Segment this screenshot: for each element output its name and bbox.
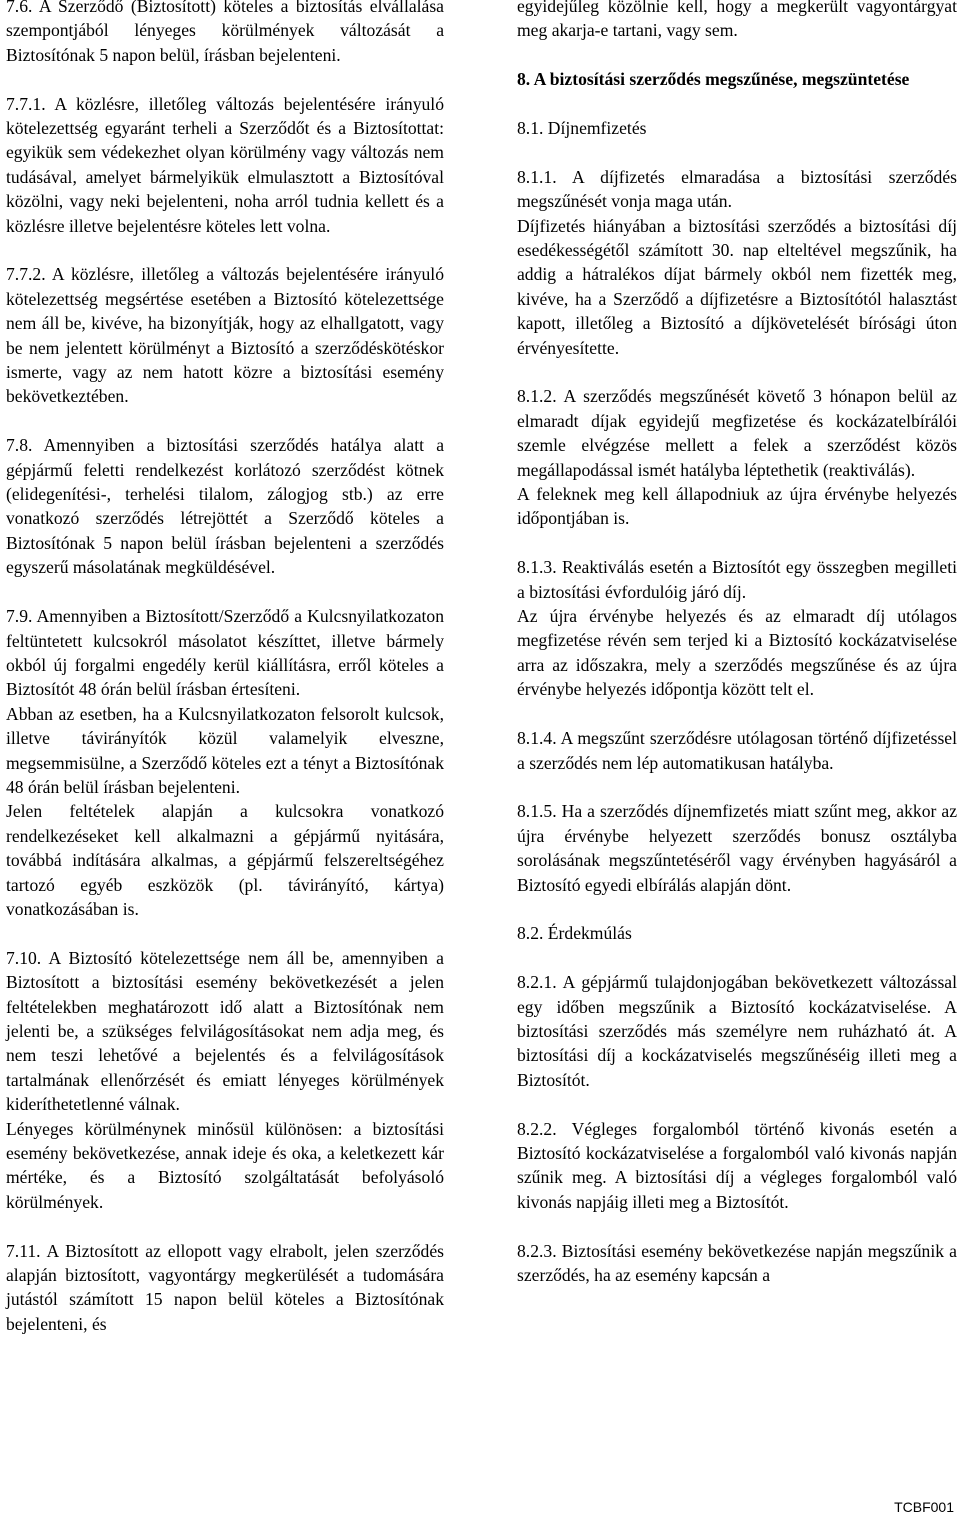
paragraph-p-8-2-1: 8.2.1. A gépjármű tulajdonjogában bekövetkezett változással egy időben megszűnik a Biztosító kockázatviselése. A biztosítási szerződés más személyre nem ruházható át. A biztosítási díj a kockázatviselés megszűnéséig illeti meg a Biztosítót. xyxy=(517,972,957,1090)
paragraph-h-8-2: 8.2. Érdekmúlás xyxy=(517,923,632,944)
paragraph-h-8-1: 8.1. Díjnemfizetés xyxy=(517,118,647,138)
left-column xyxy=(6,0,444,1336)
paragraph-p-7-10-b: Lényeges körülménynek minősül különösen: a biztosítási esemény bekövetkezése, annak ideje és oka, a keletkezett kár mértéke, és a Biztosító szolgáltatását befolyásoló körülmények. xyxy=(6,1118,444,1212)
paragraph-p-8-1-4: 8.1.4. A megszűnt szerződésre utólagosan történő díjfizetéssel a szerződés nem lép automatikusan hatályba. xyxy=(517,728,957,773)
paragraph-p-8-1-5: 8.1.5. Ha a szerződés díjnemfizetés miatt szűnt meg, akkor az újra érvénybe helyezett szerződés bonusz osztályba sorolásának megszűntetéséről vagy érvényben hagyásáról a Biztosító egyedi elbírálás alapján dönt. xyxy=(517,801,957,895)
paragraph-p-8-1-2: 8.1.2. A szerződés megszűnését követő 3 hónapon belül az elmaradt díjak egyidejű megfizetése és kockázatelbírálói szemle elvégzése mellett a felek a szerződést közös megállapodással ismét hatályba léptethetik (reaktiválás). xyxy=(517,386,957,480)
paragraph-p-7-8: 7.8. Amennyiben a biztosítási szerződés hatálya alatt a gépjármű feletti rendelkezést korlátozó szerződést kötnek (elidegenítési-, terhelési tilalom, zálogjog stb.) az erre vonatkozó szerződés létrejöttét a Szerződő köteles a Biztosítónak 5 napon belül írásban bejelenteni a szerződés egyszerű másolatának megküldésével. xyxy=(6,435,444,578)
paragraph-p-8-2-3: 8.2.3. Biztosítási esemény bekövetkezése napján megszűnik a szerződés, ha az esemény kapcsán a xyxy=(517,1240,957,1285)
paragraph-p-7-9: 7.9. Amennyiben a Biztosított/Szerződő a Kulcsnyilatkozaton feltüntetett kulcsokról másolatot készíttet, illetve bármely okból új forgalmi engedély kerül kiállításra, erről köteles a Biztosítót 48 órán belül írásban értesíteni. xyxy=(6,606,444,700)
right-column xyxy=(517,0,957,1287)
paragraph-p-8-1-3-b: Az újra érvénybe helyezés és az elmaradt díj utólagos megfizetése révén sem terjed ki a Biztosító kockázatviselése arra az időszakra, mely a szerződés megszűnése és az újra érvénybe helyezés időpontja között telt el. xyxy=(517,606,957,700)
paragraph-p-7-9-b: Abban az esetben, ha a Kulcsnyilatkozaton felsorolt kulcsok, illetve távirányítók közül valamelyik elveszne, megsemmisülne, a Szerződő köteles ezt a tényt a Biztosítónak 48 órán belül írásban bejelenteni. xyxy=(6,703,444,797)
paragraph-h-8: 8. A biztosítási szerződés megszűnése, megszüntetése xyxy=(517,69,910,90)
paragraph-p-7-6: 7.6. A Szerződő (Biztosított) köteles a biztosítás elvállalása szempontjából lényeges körülmények változását a Biztosítónak 5 napon belül, írásban bejelenteni. xyxy=(6,0,444,65)
paragraph-p-7-7-2: 7.7.2. A közlésre, illetőleg a változás bejelentésére irányuló kötelezettség megsértése esetében a Biztosító kötelezettsége nem áll be, kivéve, ha bizonyítják, hogy az elhallgatott, vagy be nem jelentett körülményt a Biztosító a szerződéskötéskor ismerte, vagy az nem hatott közre a biztosítási esemény bekövetkeztében. xyxy=(6,264,444,407)
paragraph-p-8-1-1: 8.1.1. A díjfizetés elmaradása a biztosítási szerződés megszűnését vonja maga után. xyxy=(517,166,957,212)
paragraph-p-7-11-cont: egyidejűleg közölnie kell, hogy a megkerült vagyontárgyat meg akarja-e tartani, vagy sem. xyxy=(517,0,957,41)
paragraph-p-8-1-2-b: A feleknek meg kell állapodniuk az újra érvénybe helyezés időpontjában is. xyxy=(517,484,957,529)
document-code: TCBF001 xyxy=(894,1499,954,1515)
paragraph-p-7-10: 7.10. A Biztosító kötelezettsége nem áll be, amennyiben a Biztosított a biztosítási esemény bekövetkezését a jelen feltételekben meghatározott idő alatt a Biztosítónak nem jelenti be, a szükséges felvilágosításokat nem adja meg, és nem teszi lehetővé a bejelentés és a felvilágosítások tartalmának ellenőrzését és emiatt lényeges körülmények kideríthetetlenné válnak. xyxy=(6,947,444,1115)
paragraph-p-8-1-1-b: Díjfizetés hiányában a biztosítási szerződés a biztosítási díj esedékességétől számított 30. nap elteltével megszűnik, ha addig a hátralékos díjat bármely okból nem fizették meg, kivéve, ha a Szerződő a díjfizetésre a Biztosítótól halasztást kapott, illetőleg a Biztosító a díjkövetelését bírósági úton érvényesítette. xyxy=(517,215,957,358)
paragraph-p-7-7-1: 7.7.1. A közlésre, illetőleg változás bejelentésére irányuló kötelezettség egyaránt terheli a Szerződőt és a Biztosítottat: egyikük sem védekezhet olyan körülmény vagy változás nem tudásával, amelyet bármelyikük elmulasztott a Biztosítóval közölni, vagy neki bejelenteni, noha arról tudnia kellett és a közlésre illetve bejelentésre köteles lett volna. xyxy=(6,93,444,236)
paragraph-p-7-9-c: Jelen feltételek alapján a kulcsokra vonatkozó rendelkezéseket kell alkalmazni a gépjármű nyitására, továbbá indítására alkalmas, a gépjármű felszereltségéhez tartozó egyéb eszközök (pl. távirányító, kártya) vonatkozásában is. xyxy=(6,801,444,919)
paragraph-p-8-2-2: 8.2.2. Végleges forgalomból történő kivonás esetén a Biztosító kockázatviselése a forgalomból való kivonás napján szűnik meg. A biztosítási díj a végleges forgalomból való kivonás napjáig illeti meg a Biztosítót. xyxy=(517,1118,957,1212)
paragraph-p-7-11: 7.11. A Biztosított az ellopott vagy elrabolt, jelen szerződés alapján biztosított, vagyontárgy megkerülését a tudomására jutástól számított 15 napon belül köteles a Biztosítónak bejelenteni, és xyxy=(6,1240,444,1334)
paragraph-p-8-1-3: 8.1.3. Reaktiválás esetén a Biztosítót egy összegben megilleti a biztosítási évfordulóig járó díj. xyxy=(517,557,957,602)
